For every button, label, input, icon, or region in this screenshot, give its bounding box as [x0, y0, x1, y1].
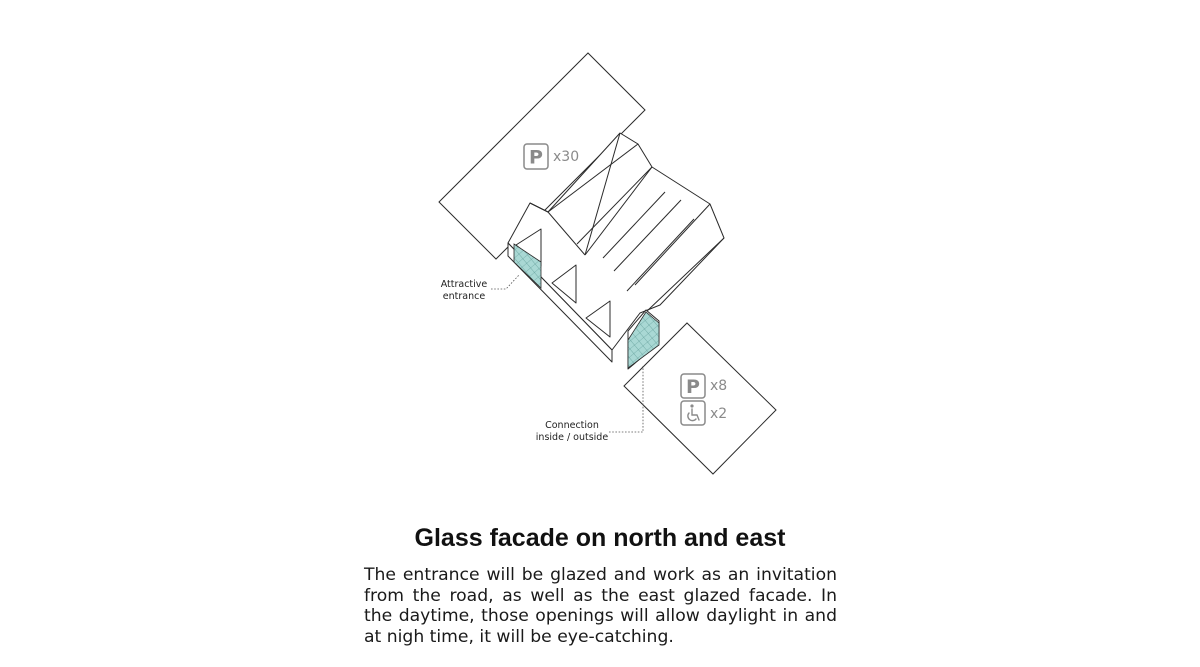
entrance-label-line2: entrance: [442, 291, 486, 302]
description-paragraph: The entrance will be glazed and work as an invitation from the road, as well as the east glazed facade. In the daytime, those openings will allow daylight in and at nigh time, it will be eye-catching.: [364, 565, 837, 647]
wheelchair-icon: [681, 401, 705, 425]
parking-symbol: P: [686, 376, 700, 398]
north-parking-count: x30: [553, 149, 580, 165]
section-heading: Glass facade on north and east: [414, 524, 786, 552]
south-parking-count: x8: [710, 378, 728, 394]
connection-label-line2: inside / outside: [535, 432, 609, 443]
parking-symbol: P: [529, 146, 543, 169]
entrance-label-line1: Attractive: [440, 279, 488, 290]
accessible-parking-count: x2: [710, 406, 728, 422]
entrance-leader-line: [491, 275, 519, 289]
entrance-callout: [441, 275, 519, 302]
connection-label-line1: Connection: [545, 420, 599, 431]
connection-callout: [536, 366, 643, 443]
